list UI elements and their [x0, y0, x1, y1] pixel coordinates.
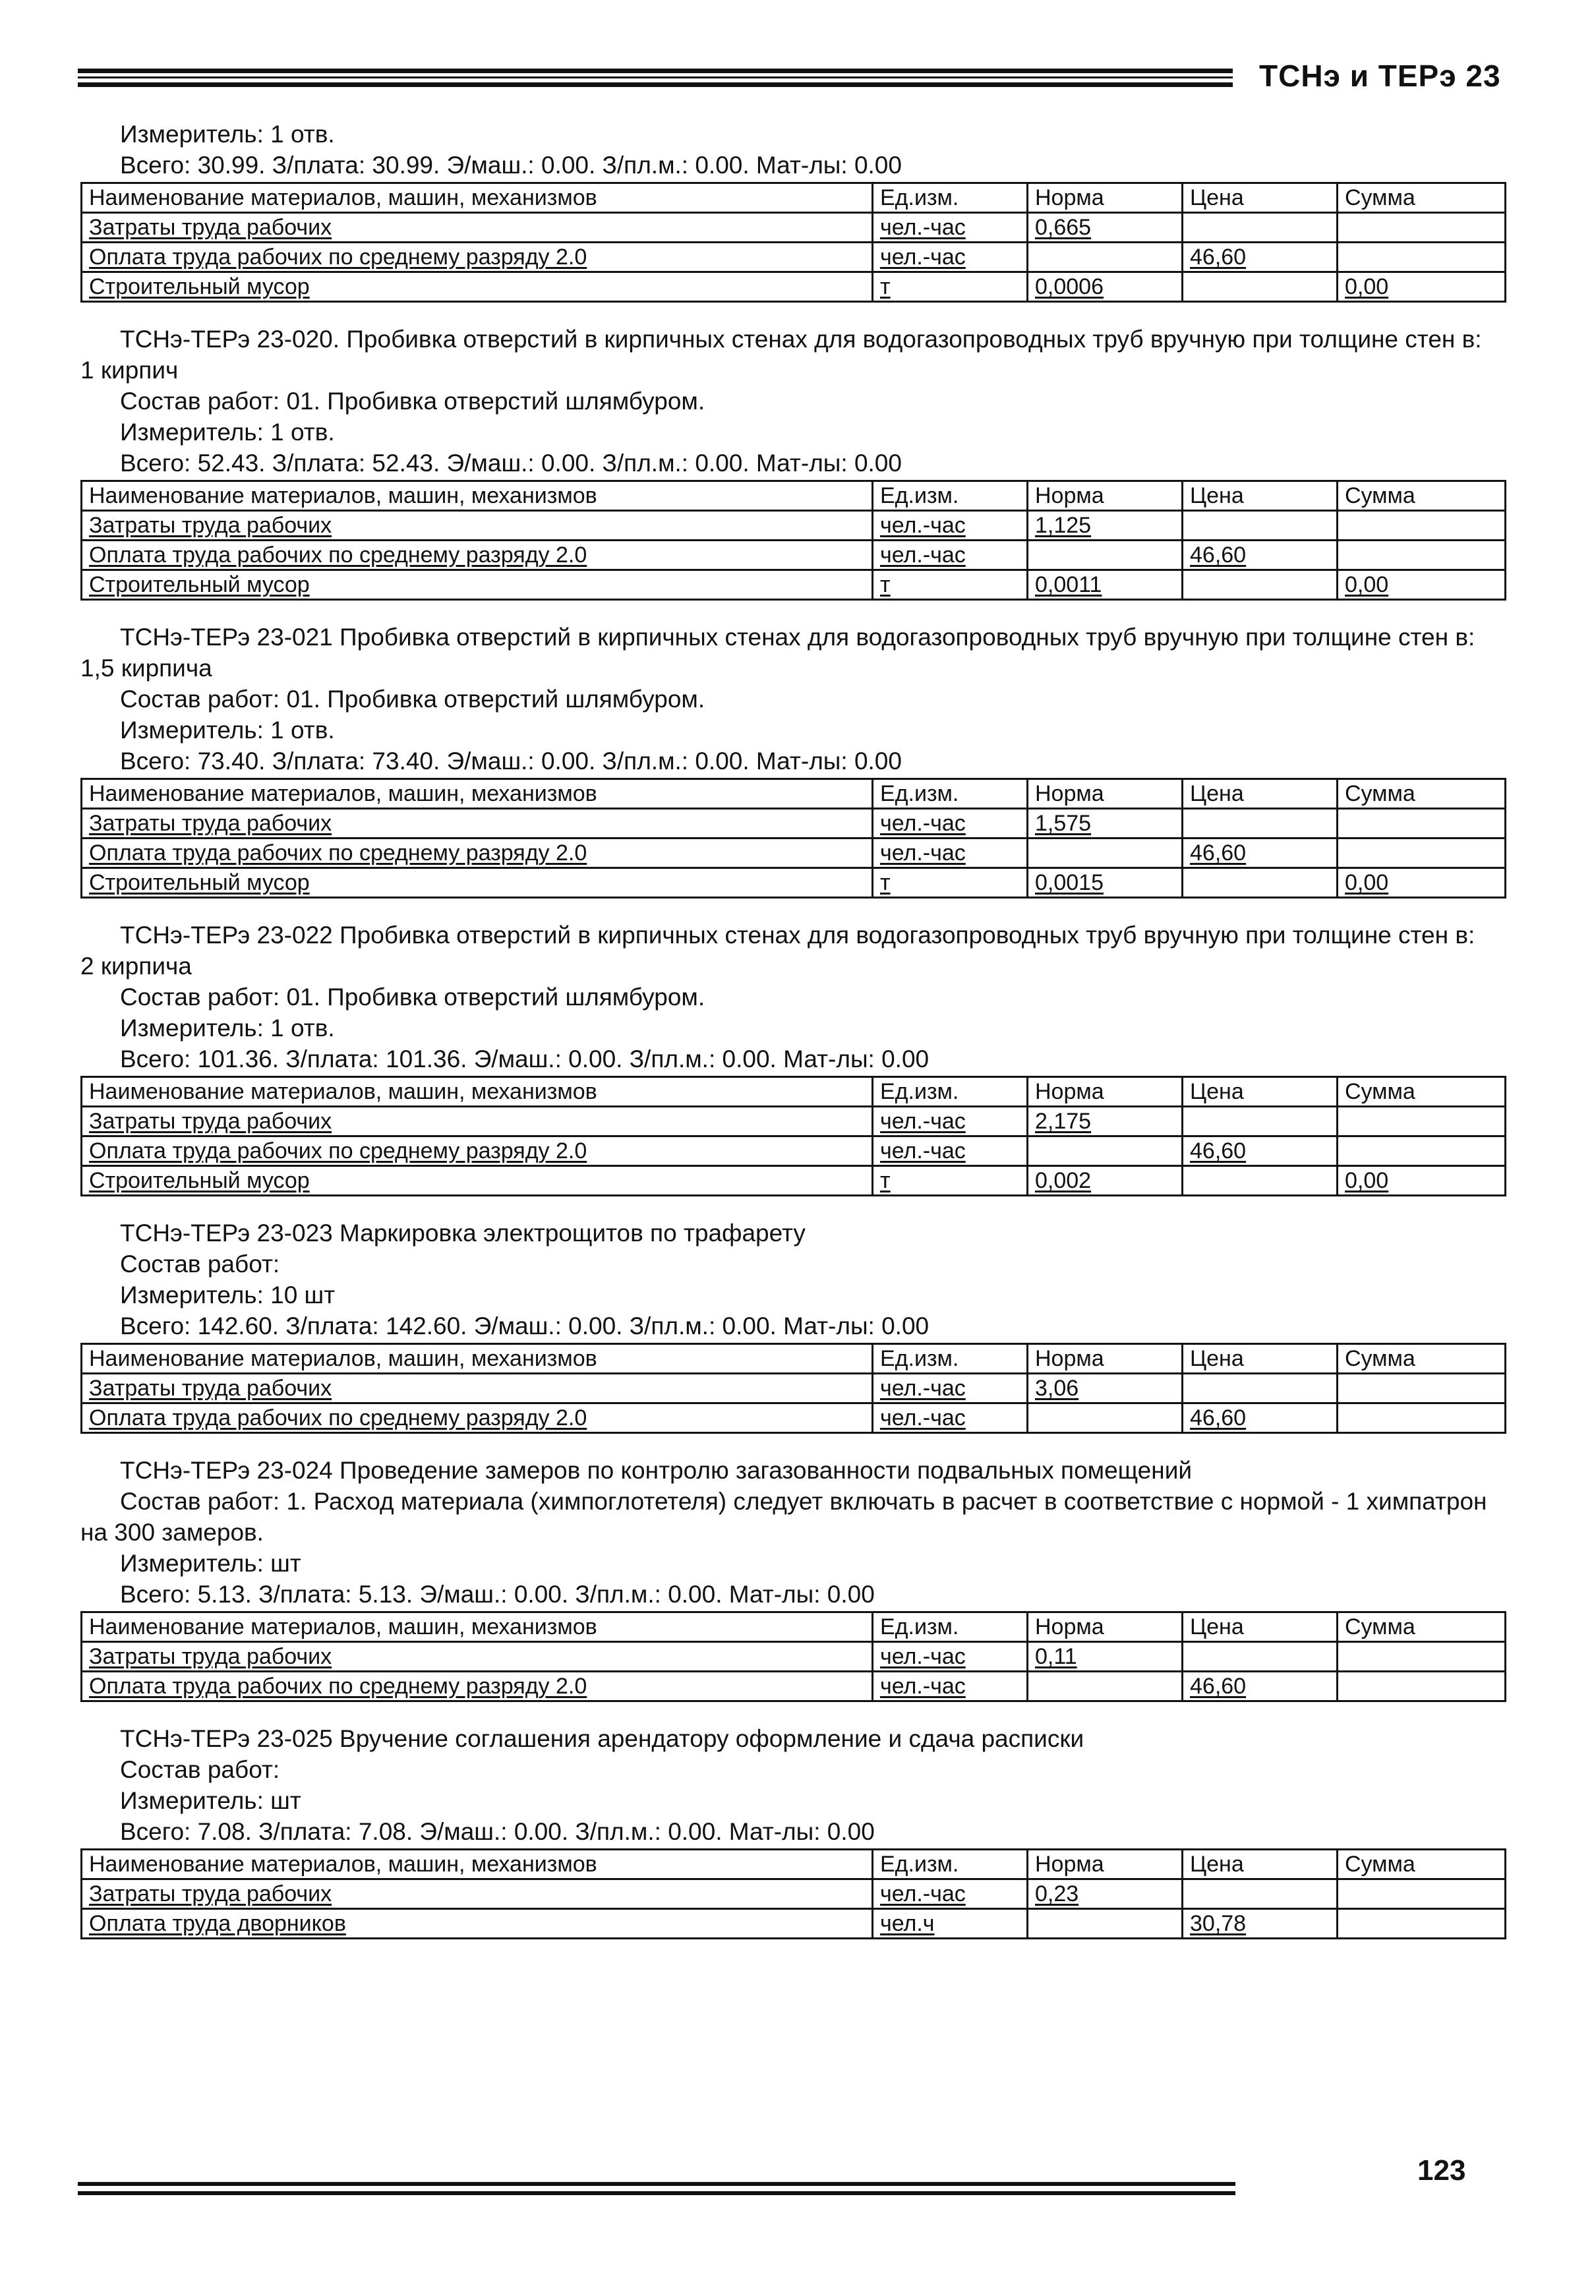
unit-of-measure: Измеритель: 1 отв.	[120, 419, 335, 446]
cost-totals: Всего: 101.36. З/плата: 101.36. Э/маш.: 0.00. З/пл.м.: 0.00. Мат-лы: 0.00	[120, 1045, 930, 1073]
column-header: Сумма	[1338, 183, 1506, 213]
column-header: Норма	[1028, 1850, 1183, 1879]
table-row	[82, 1879, 1506, 1909]
table-cell	[1338, 1403, 1506, 1433]
norms-table	[80, 778, 1506, 898]
column-header: Ед.изм.	[873, 779, 1028, 809]
cost-totals: Всего: 73.40. З/плата: 73.40. Э/маш.: 0.00. З/пл.м.: 0.00. Мат-лы: 0.00	[120, 748, 902, 775]
column-header: Цена	[1183, 1077, 1338, 1107]
table-cell	[1028, 243, 1183, 272]
work-composition: Состав работ: 01. Пробивка отверстий шлямбуром.	[120, 388, 705, 415]
table-cell	[1338, 809, 1506, 839]
column-header: Наименование материалов, машин, механизмов	[82, 779, 873, 809]
column-header: Цена	[1183, 481, 1338, 511]
table-cell	[1338, 1374, 1506, 1403]
column-header: Наименование материалов, машин, механизмов	[82, 481, 873, 511]
table-row	[82, 868, 1506, 898]
table-row	[82, 1642, 1506, 1672]
norm-section	[80, 1218, 1504, 1434]
table-cell: 1,575	[1028, 809, 1183, 839]
section-title: ТСНэ-ТЕРэ 23-021 Пробивка отверстий в кирпичных стенах для водогазопроводных труб вручную при толщине стен в:	[120, 624, 1475, 651]
table-cell: Строительный мусор	[82, 868, 873, 898]
table-header-row	[82, 1850, 1506, 1879]
column-header: Наименование материалов, машин, механизмов	[82, 1612, 873, 1642]
table-header-row	[82, 1344, 1506, 1374]
table-row	[82, 511, 1506, 541]
cost-totals: Всего: 30.99. З/плата: 30.99. Э/маш.: 0.00. З/пл.м.: 0.00. Мат-лы: 0.00	[120, 152, 902, 179]
footer-rule	[78, 2182, 1235, 2195]
table-cell: 46,60	[1183, 243, 1338, 272]
table-row	[82, 541, 1506, 570]
work-composition: Состав работ: 1. Расход материала (химпоглотетеля) следует включать в расчет в соответствие с нормой - 1 химпатрон	[120, 1488, 1487, 1515]
unit-of-measure: Измеритель: шт	[120, 1787, 301, 1814]
table-header-row	[82, 1077, 1506, 1107]
table-cell: 0,0015	[1028, 868, 1183, 898]
section-title: ТСНэ-ТЕРэ 23-024 Проведение замеров по контролю загазованности подвальных помещений	[120, 1457, 1193, 1484]
work-composition: Состав работ: 01. Пробивка отверстий шлямбуром.	[120, 984, 705, 1011]
table-cell	[1183, 1166, 1338, 1196]
header-rule	[78, 69, 1233, 87]
table-cell: Оплата труда рабочих по среднему разряду 2.0	[82, 1672, 873, 1701]
table-cell	[1338, 839, 1506, 868]
table-cell: Затраты труда рабочих	[82, 1374, 873, 1403]
section-title-continuation: 1,5 кирпича	[80, 655, 212, 682]
table-cell: Оплата труда дворников	[82, 1909, 873, 1939]
unit-of-measure: Измеритель: шт	[120, 1550, 301, 1577]
table-cell	[1338, 1909, 1506, 1939]
table-cell	[1183, 1107, 1338, 1136]
column-header: Норма	[1028, 183, 1183, 213]
table-cell: 0,002	[1028, 1166, 1183, 1196]
table-cell	[1338, 243, 1506, 272]
column-header: Сумма	[1338, 1850, 1506, 1879]
section-title-continuation: 2 кирпича	[80, 953, 192, 980]
norms-table	[80, 1343, 1506, 1434]
column-header: Цена	[1183, 1344, 1338, 1374]
table-row	[82, 213, 1506, 243]
table-cell: чел.-час	[873, 1879, 1028, 1909]
table-cell	[1183, 570, 1338, 600]
table-cell: 0,00	[1338, 868, 1506, 898]
document-body	[80, 119, 1504, 1960]
table-cell: Оплата труда рабочих по среднему разряду 2.0	[82, 839, 873, 868]
table-cell	[1028, 1403, 1183, 1433]
table-row	[82, 1374, 1506, 1403]
table-cell: чел.-час	[873, 839, 1028, 868]
norm-section	[80, 1723, 1504, 1939]
table-cell: Затраты труда рабочих	[82, 1107, 873, 1136]
column-header: Норма	[1028, 779, 1183, 809]
column-header: Норма	[1028, 1612, 1183, 1642]
table-cell: 46,60	[1183, 1672, 1338, 1701]
table-header-row	[82, 1612, 1506, 1642]
table-cell: 1,125	[1028, 511, 1183, 541]
section-title: ТСНэ-ТЕРэ 23-023 Маркировка электрощитов по трафарету	[120, 1220, 806, 1247]
table-cell: 2,175	[1028, 1107, 1183, 1136]
page-number: 123	[1417, 2154, 1466, 2187]
unit-of-measure: Измеритель: 1 отв.	[120, 121, 335, 148]
column-header: Сумма	[1338, 779, 1506, 809]
table-cell	[1338, 1672, 1506, 1701]
norms-table	[80, 182, 1506, 303]
work-composition-continuation: на 300 замеров.	[80, 1519, 264, 1546]
norm-section	[80, 920, 1504, 1196]
table-cell: 0,0006	[1028, 272, 1183, 302]
table-cell: Оплата труда рабочих по среднему разряду 2.0	[82, 1136, 873, 1166]
table-cell: 0,00	[1338, 272, 1506, 302]
running-title: ТСНэ и ТЕРэ 23	[1259, 59, 1501, 93]
table-cell: Затраты труда рабочих	[82, 1879, 873, 1909]
table-cell: 0,665	[1028, 213, 1183, 243]
table-cell: чел.-час	[873, 541, 1028, 570]
norms-table	[80, 1848, 1506, 1939]
table-cell: чел.-час	[873, 511, 1028, 541]
table-cell: Оплата труда рабочих по среднему разряду 2.0	[82, 1403, 873, 1433]
table-cell: Затраты труда рабочих	[82, 1642, 873, 1672]
table-cell: 0,0011	[1028, 570, 1183, 600]
table-cell: 0,00	[1338, 570, 1506, 600]
table-cell	[1028, 541, 1183, 570]
table-cell	[1028, 1672, 1183, 1701]
table-cell	[1183, 272, 1338, 302]
column-header: Норма	[1028, 1344, 1183, 1374]
table-cell: чел.-час	[873, 1374, 1028, 1403]
column-header: Норма	[1028, 481, 1183, 511]
table-row	[82, 1107, 1506, 1136]
table-cell: чел.-час	[873, 1107, 1028, 1136]
table-cell	[1338, 1642, 1506, 1672]
table-cell: 0,00	[1338, 1166, 1506, 1196]
table-cell: чел.-час	[873, 1642, 1028, 1672]
column-header: Наименование материалов, машин, механизмов	[82, 1850, 873, 1879]
table-cell: т	[873, 1166, 1028, 1196]
column-header: Ед.изм.	[873, 1612, 1028, 1642]
table-cell: чел.-час	[873, 809, 1028, 839]
table-cell: 30,78	[1183, 1909, 1338, 1939]
norms-table	[80, 1076, 1506, 1196]
column-header: Цена	[1183, 1612, 1338, 1642]
section-title: ТСНэ-ТЕРэ 23-020. Пробивка отверстий в кирпичных стенах для водогазопроводных труб вручную при толщине стен в:	[120, 326, 1482, 353]
column-header: Сумма	[1338, 1077, 1506, 1107]
table-row	[82, 1672, 1506, 1701]
table-cell: чел.-час	[873, 243, 1028, 272]
table-cell: т	[873, 272, 1028, 302]
table-cell: т	[873, 570, 1028, 600]
column-header: Наименование материалов, машин, механизмов	[82, 1344, 873, 1374]
table-cell: 0,11	[1028, 1642, 1183, 1672]
table-row	[82, 272, 1506, 302]
column-header: Цена	[1183, 1850, 1338, 1879]
column-header: Ед.изм.	[873, 183, 1028, 213]
table-cell: Оплата труда рабочих по среднему разряду 2.0	[82, 243, 873, 272]
column-header: Сумма	[1338, 481, 1506, 511]
table-cell	[1028, 839, 1183, 868]
table-cell: Оплата труда рабочих по среднему разряду 2.0	[82, 541, 873, 570]
table-cell: 46,60	[1183, 1136, 1338, 1166]
table-row	[82, 809, 1506, 839]
norm-section	[80, 324, 1504, 601]
column-header: Цена	[1183, 779, 1338, 809]
norms-table	[80, 1611, 1506, 1702]
table-cell	[1338, 1107, 1506, 1136]
unit-of-measure: Измеритель: 1 отв.	[120, 717, 335, 744]
table-cell: Затраты труда рабочих	[82, 809, 873, 839]
cost-totals: Всего: 52.43. З/плата: 52.43. Э/маш.: 0.00. З/пл.м.: 0.00. Мат-лы: 0.00	[120, 450, 902, 477]
table-cell: Затраты труда рабочих	[82, 213, 873, 243]
table-row	[82, 1403, 1506, 1433]
column-header: Цена	[1183, 183, 1338, 213]
column-header: Наименование материалов, машин, механизмов	[82, 1077, 873, 1107]
table-cell: Строительный мусор	[82, 570, 873, 600]
table-cell	[1183, 868, 1338, 898]
table-cell	[1028, 1909, 1183, 1939]
table-cell	[1338, 1879, 1506, 1909]
section-title: ТСНэ-ТЕРэ 23-022 Пробивка отверстий в кирпичных стенах для водогазопроводных труб вручную при толщине стен в:	[120, 922, 1475, 949]
norm-section	[80, 1455, 1504, 1702]
table-cell	[1028, 1136, 1183, 1166]
table-cell	[1183, 1879, 1338, 1909]
table-cell	[1183, 213, 1338, 243]
cost-totals: Всего: 7.08. З/плата: 7.08. Э/маш.: 0.00. З/пл.м.: 0.00. Мат-лы: 0.00	[120, 1818, 875, 1845]
table-cell	[1183, 809, 1338, 839]
table-row	[82, 839, 1506, 868]
table-row	[82, 1136, 1506, 1166]
table-row	[82, 570, 1506, 600]
table-row	[82, 1166, 1506, 1196]
table-cell: чел.-час	[873, 1672, 1028, 1701]
table-cell	[1183, 1374, 1338, 1403]
column-header: Сумма	[1338, 1344, 1506, 1374]
table-cell: т	[873, 868, 1028, 898]
table-cell: чел.-час	[873, 1403, 1028, 1433]
table-row	[82, 1909, 1506, 1939]
table-cell: 0,23	[1028, 1879, 1183, 1909]
table-cell: Затраты труда рабочих	[82, 511, 873, 541]
column-header: Ед.изм.	[873, 1344, 1028, 1374]
table-cell: чел.ч	[873, 1909, 1028, 1939]
norm-section	[80, 622, 1504, 898]
column-header: Ед.изм.	[873, 481, 1028, 511]
column-header: Норма	[1028, 1077, 1183, 1107]
cost-totals: Всего: 5.13. З/плата: 5.13. Э/маш.: 0.00. З/пл.м.: 0.00. Мат-лы: 0.00	[120, 1581, 875, 1608]
table-cell	[1338, 541, 1506, 570]
table-cell	[1183, 511, 1338, 541]
column-header: Наименование материалов, машин, механизмов	[82, 183, 873, 213]
table-cell: чел.-час	[873, 1136, 1028, 1166]
table-cell: 46,60	[1183, 1403, 1338, 1433]
norms-table	[80, 480, 1506, 601]
table-row	[82, 243, 1506, 272]
work-composition: Состав работ:	[120, 1251, 280, 1278]
work-composition: Состав работ:	[120, 1756, 280, 1783]
table-cell	[1338, 511, 1506, 541]
unit-of-measure: Измеритель: 10 шт	[120, 1281, 336, 1309]
section-title-continuation: 1 кирпич	[80, 357, 179, 384]
table-header-row	[82, 481, 1506, 511]
cost-totals: Всего: 142.60. З/плата: 142.60. Э/маш.: 0.00. З/пл.м.: 0.00. Мат-лы: 0.00	[120, 1312, 930, 1339]
table-cell: 46,60	[1183, 541, 1338, 570]
column-header: Ед.изм.	[873, 1850, 1028, 1879]
table-header-row	[82, 779, 1506, 809]
table-cell: Строительный мусор	[82, 1166, 873, 1196]
column-header: Ед.изм.	[873, 1077, 1028, 1107]
table-cell: 3,06	[1028, 1374, 1183, 1403]
work-composition: Состав работ: 01. Пробивка отверстий шлямбуром.	[120, 686, 705, 713]
table-cell: 46,60	[1183, 839, 1338, 868]
table-cell: Строительный мусор	[82, 272, 873, 302]
table-cell	[1338, 1136, 1506, 1166]
table-header-row	[82, 183, 1506, 213]
column-header: Сумма	[1338, 1612, 1506, 1642]
section-title: ТСНэ-ТЕРэ 23-025 Вручение соглашения арендатору оформление и сдача расписки	[120, 1725, 1084, 1752]
table-cell	[1338, 213, 1506, 243]
norm-section	[80, 119, 1504, 303]
table-cell	[1183, 1642, 1338, 1672]
table-cell: чел.-час	[873, 213, 1028, 243]
unit-of-measure: Измеритель: 1 отв.	[120, 1015, 335, 1042]
